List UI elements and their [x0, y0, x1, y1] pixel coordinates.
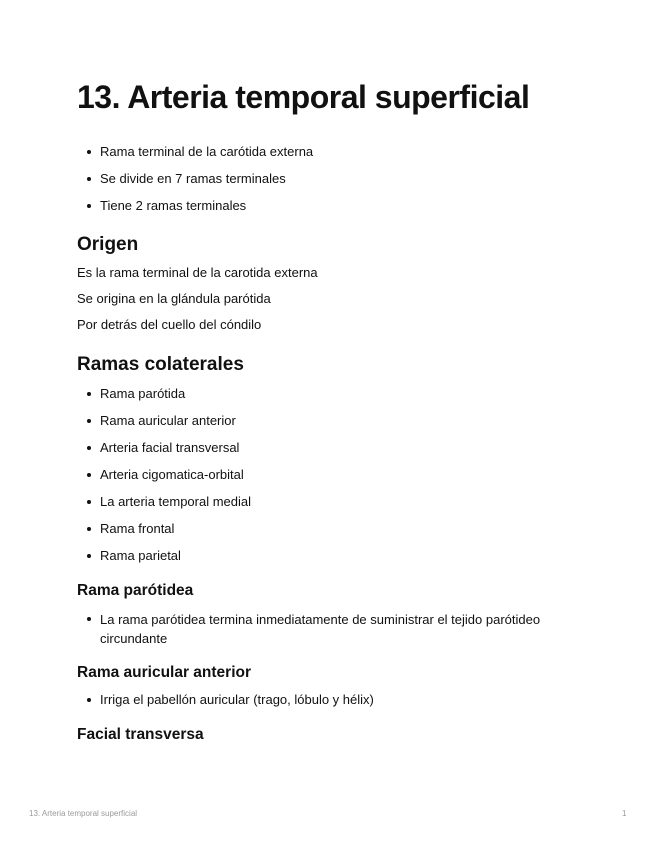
- paragraph: Se origina en la glándula parótida: [77, 291, 271, 306]
- footer-page-number: 1: [622, 809, 627, 818]
- subsection-heading-facial-transversa: Facial transversa: [77, 726, 204, 743]
- list-item: La arteria temporal medial: [77, 493, 587, 511]
- section-ramas-colaterales: [77, 353, 587, 377]
- paragraph: Por detrás del cuello del cóndilo: [77, 317, 262, 332]
- section-heading-origen: Origen: [77, 234, 139, 255]
- subsection-heading-rama-parotidea: Rama parótidea: [77, 582, 194, 599]
- section-heading-ramas-colaterales: Ramas colaterales: [77, 354, 244, 375]
- section-origen: [77, 233, 587, 257]
- list-item: Arteria facial transversal: [77, 439, 587, 457]
- list-item: Rama frontal: [77, 520, 587, 538]
- footer-doc-title: 13. Arteria temporal superficial: [29, 809, 138, 818]
- subsection-heading-rama-auricular: Rama auricular anterior: [77, 664, 252, 681]
- intro-bullet-list: [77, 143, 587, 215]
- list-item: Tiene 2 ramas terminales: [77, 197, 587, 215]
- paragraph: Es la rama terminal de la carotida externa: [77, 265, 318, 280]
- section-facial-transversa: [77, 725, 587, 745]
- rama-auricular-list: [77, 691, 587, 709]
- list-item: Arteria cigomatica-orbital: [77, 466, 587, 484]
- rama-parotidea-list: [77, 610, 577, 648]
- list-item: Rama parótida: [77, 385, 587, 403]
- list-item: Se divide en 7 ramas terminales: [77, 170, 587, 188]
- list-item: Rama terminal de la carótida externa: [77, 143, 587, 161]
- list-item: La rama parótidea termina inmediatamente de suministrar el tejido parótideo circundante: [77, 610, 577, 648]
- origen-paragraphs: [77, 264, 587, 342]
- list-item: Rama parietal: [77, 547, 587, 565]
- section-rama-auricular: [77, 663, 587, 683]
- ramas-colaterales-list: [77, 385, 587, 565]
- section-rama-parotidea: [77, 581, 587, 601]
- list-item: Rama auricular anterior: [77, 412, 587, 430]
- page-title: 13. Arteria temporal superficial: [77, 79, 530, 115]
- list-item: Irriga el pabellón auricular (trago, lóbulo y hélix): [77, 691, 587, 709]
